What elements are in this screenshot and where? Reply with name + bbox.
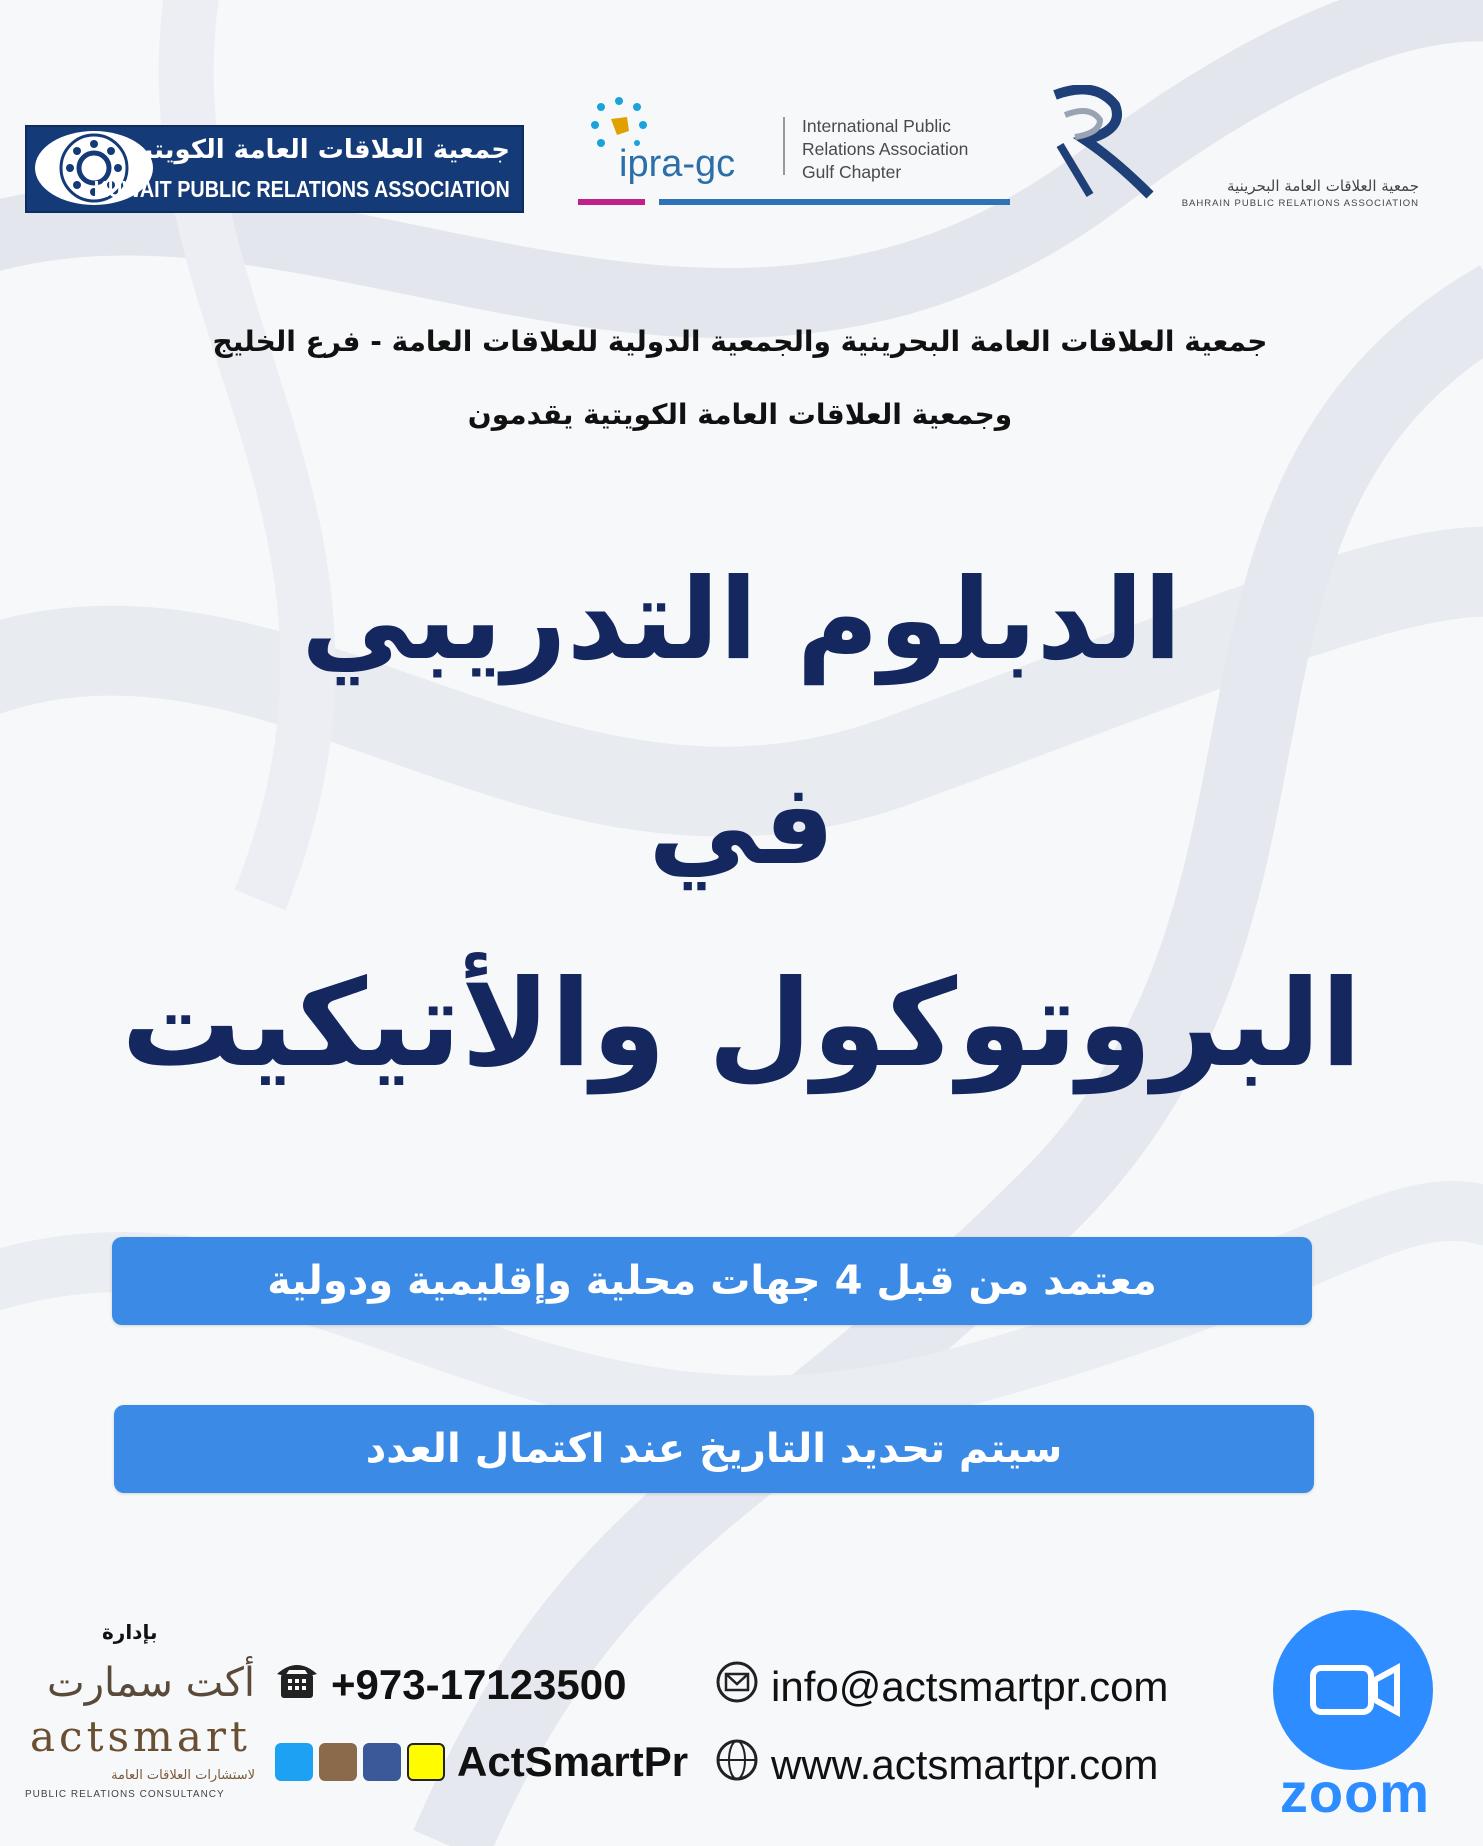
zoom-logo <box>1265 1610 1445 1824</box>
kuwait-logo-english: KUWAIT PUBLIC RELATIONS ASSOCIATION <box>93 176 510 202</box>
ipra-wordmark: ipra-gc <box>619 143 736 185</box>
social-handle[interactable]: ActSmartPr <box>457 1738 689 1785</box>
actsmart-english: actsmart <box>30 1712 251 1761</box>
accreditation-badge: معتمد من قبل 4 جهات محلية وإقليمية ودولية <box>112 1237 1312 1325</box>
actsmart-arabic: أكت سمارت <box>47 1660 255 1706</box>
zoom-wordmark: zoom <box>1279 1761 1431 1824</box>
social-contact[interactable] <box>275 1738 688 1786</box>
ipra-line-1: International Public <box>802 116 951 136</box>
bahrain-logo-english: BAHRAIN PUBLIC RELATIONS ASSOCIATION <box>1181 198 1419 209</box>
phone-contact[interactable] <box>275 1660 626 1710</box>
website-url[interactable]: www.actsmartpr.com <box>771 1741 1159 1788</box>
date-badge: سيتم تحديد التاريخ عند اكتمال العدد <box>114 1405 1314 1493</box>
ipra-line-3: Gulf Chapter <box>802 162 902 182</box>
globe-icon <box>715 1738 759 1792</box>
email-icon <box>715 1660 759 1714</box>
ipra-gc-logo <box>575 95 1010 215</box>
bahrain-emblem-icon <box>1045 85 1155 200</box>
phone-number[interactable]: +973-17123500 <box>331 1661 627 1708</box>
managed-by-label: بإدارة <box>102 1620 158 1644</box>
actsmart-logo <box>25 1660 255 1800</box>
ipra-divider <box>783 117 785 175</box>
title-line-2: في <box>648 760 835 890</box>
website-contact[interactable] <box>715 1738 1158 1792</box>
instagram-icon[interactable] <box>319 1743 357 1781</box>
intro-line-1: جمعية العلاقات العامة البحرينية والجمعية الدولية للعلاقات العامة - فرع الخليج <box>212 325 1268 358</box>
actsmart-sub-english: PUBLIC RELATIONS CONSULTANCY <box>25 1789 225 1800</box>
title-line-1: الدبلوم التدريبي <box>301 555 1182 685</box>
email-address[interactable]: info@actsmartpr.com <box>771 1663 1169 1710</box>
title-line-3: البروتوكول والأتيكيت <box>121 955 1362 1094</box>
video-camera-icon <box>1273 1610 1433 1770</box>
actsmart-sub-arabic: لاستشارات العلاقات العامة <box>111 1768 255 1783</box>
telephone-icon <box>275 1660 319 1710</box>
bahrain-logo-arabic: جمعية العلاقات العامة البحرينية <box>1227 177 1419 195</box>
ipra-lines <box>802 115 968 184</box>
snapchat-icon[interactable] <box>407 1743 445 1781</box>
zoom-circle <box>1273 1610 1433 1770</box>
email-contact[interactable] <box>715 1660 1168 1714</box>
twitter-icon[interactable] <box>275 1743 313 1781</box>
ipra-line-2: Relations Association <box>802 139 969 159</box>
kuwait-logo-arabic: جمعية العلاقات العامة الكويتية <box>127 135 510 165</box>
bahrain-pra-logo <box>1045 85 1425 215</box>
facebook-icon[interactable] <box>363 1743 401 1781</box>
kuwait-pra-logo <box>25 125 524 213</box>
ipra-blue-bar <box>659 199 1010 205</box>
ipra-magenta-bar <box>578 199 645 205</box>
intro-line-2: وجمعية العلاقات العامة الكويتية يقدمون <box>467 398 1013 431</box>
